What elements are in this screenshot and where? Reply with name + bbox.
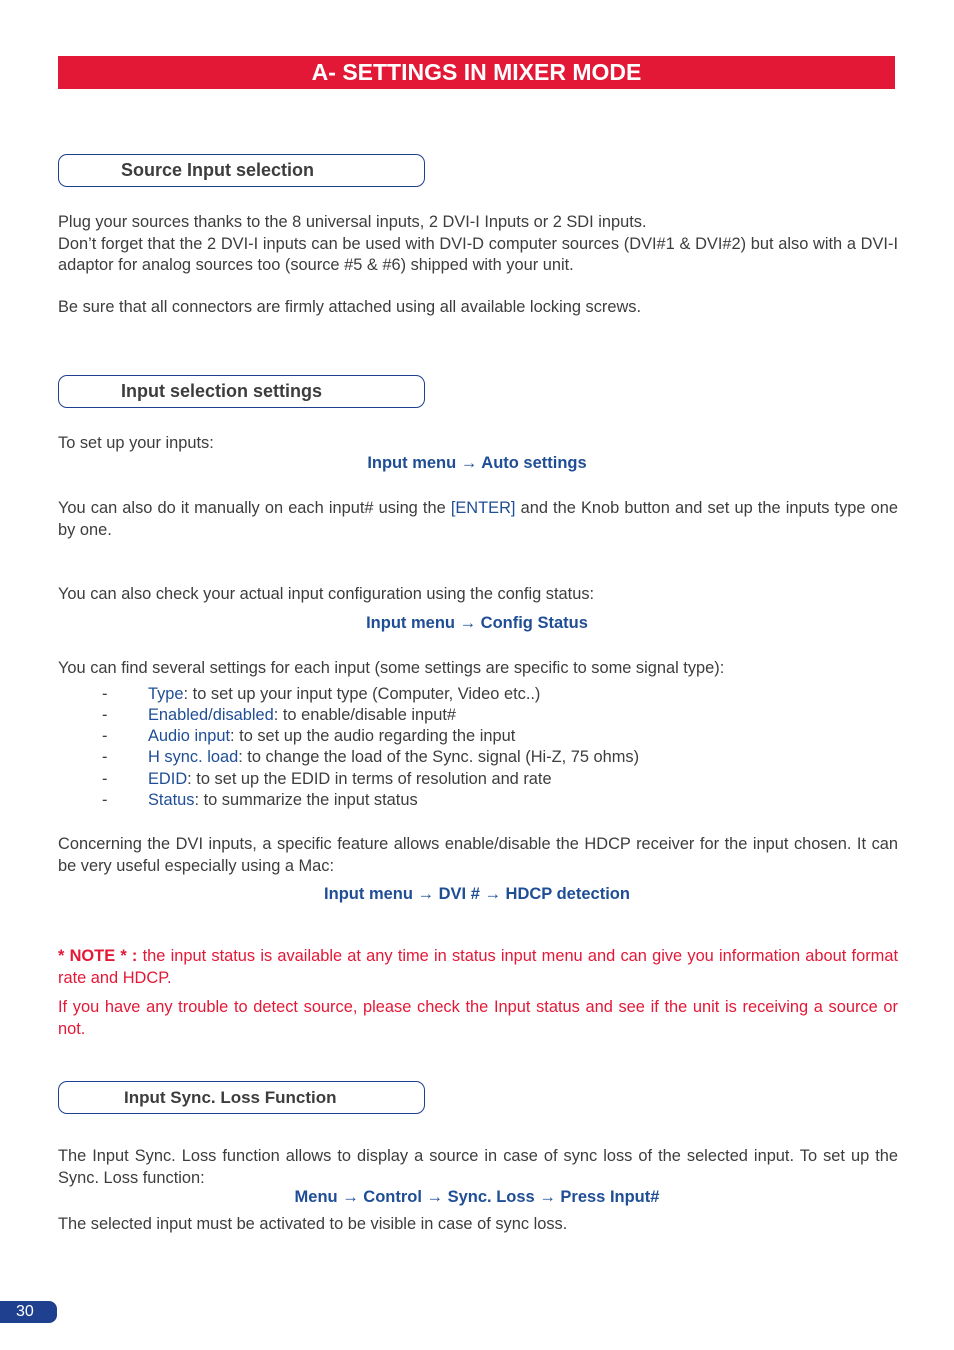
note-text: the input status is available at any time in status input menu and can give you information about format rate and HDCP. bbox=[58, 947, 898, 987]
section-header-sync-loss bbox=[58, 1081, 425, 1114]
menu-path-auto-settings: Input menu → Auto settings bbox=[367, 454, 587, 472]
bullet-term: Enabled/disabled bbox=[148, 706, 274, 724]
page-number: 30 bbox=[0, 1301, 57, 1323]
note-label: * NOTE * : bbox=[58, 947, 138, 965]
section-title: Input Sync. Loss Function bbox=[124, 1088, 337, 1107]
paragraph-line: Don’t forget that the 2 DVI-I inputs can be used with DVI-D computer sources (DVI#1 & DVI#2) but also with a DVI-I adaptor for analog sources too (source #5 & #6) shipped with your unit. bbox=[58, 234, 898, 274]
list-dash: - bbox=[102, 706, 108, 724]
bullet-desc: : to enable/disable input# bbox=[273, 706, 457, 724]
paragraph-check-config: You can also check your actual input configuration using the config status: bbox=[58, 585, 595, 603]
page-title-banner: A- SETTINGS IN MIXER MODE bbox=[58, 56, 895, 89]
text: You can also do it manually on each input# using the bbox=[58, 499, 451, 517]
bullet-term: H sync. load bbox=[148, 748, 239, 766]
enter-key-label: [ENTER] bbox=[450, 499, 516, 517]
menu-path-hdcp-detection: Input menu → DVI # → HDCP detection bbox=[324, 885, 630, 903]
paragraph-sync-loss: The Input Sync. Loss function allows to display a source in case of sync loss of the selected input. To set up the Sync. Loss function: bbox=[58, 1147, 898, 1187]
bullet-term: EDID bbox=[148, 770, 188, 788]
paragraph-connectors: Be sure that all connectors are firmly attached using all available locking screws. bbox=[58, 298, 642, 316]
bullet-term: Audio input bbox=[148, 727, 231, 745]
note-paragraph bbox=[58, 946, 898, 989]
paragraph-sync-loss-note: The selected input must be activated to be visible in case of sync loss. bbox=[58, 1215, 568, 1233]
paragraph-line: Plug your sources thanks to the 8 universal inputs, 2 DVI-I Inputs or 2 SDI inputs. bbox=[58, 213, 647, 231]
paragraph-dvi-hdcp: Concerning the DVI inputs, a specific feature allows enable/disable the HDCP receiver for the input chosen. It can be very useful especially using a Mac: bbox=[58, 835, 898, 875]
bullet-desc: : to set up the audio regarding the input bbox=[230, 727, 516, 745]
bullet-desc: : to summarize the input status bbox=[194, 791, 418, 809]
bullet-term: Status bbox=[148, 791, 195, 809]
list-dash: - bbox=[102, 727, 108, 745]
paragraph-manual bbox=[58, 498, 898, 541]
list-dash: - bbox=[102, 685, 108, 703]
list-dash: - bbox=[102, 770, 108, 788]
bullet-term: Type bbox=[148, 685, 184, 703]
section-header-input-settings bbox=[58, 375, 425, 408]
bullet-desc: : to set up the EDID in terms of resolution and rate bbox=[187, 770, 552, 788]
menu-path-config-status: Input menu → Config Status bbox=[366, 614, 588, 632]
text: and the Knob button and set up the inputs type one by one. bbox=[58, 499, 898, 539]
bullet-desc: : to set up your input type (Computer, Video etc..) bbox=[183, 685, 541, 703]
list-dash: - bbox=[102, 748, 108, 766]
paragraph-intro: To set up your inputs: bbox=[58, 434, 214, 452]
list-dash: - bbox=[102, 791, 108, 809]
paragraph-plug-sources bbox=[58, 212, 898, 277]
bullet-desc: : to change the load of the Sync. signal (Hi-Z, 75 ohms) bbox=[238, 748, 640, 766]
section-title: Source Input selection bbox=[121, 160, 315, 180]
paragraph-several-settings: You can find several settings for each input (some settings are specific to some signal type): bbox=[58, 659, 725, 677]
trouble-paragraph: If you have any trouble to detect source, please check the Input status and see if the unit is receiving a source or not. bbox=[58, 998, 898, 1038]
menu-path-sync-loss: Menu → Control → Sync. Loss → Press Input# bbox=[294, 1188, 660, 1206]
section-header-source-input bbox=[58, 154, 425, 187]
section-title: Input selection settings bbox=[121, 381, 323, 401]
